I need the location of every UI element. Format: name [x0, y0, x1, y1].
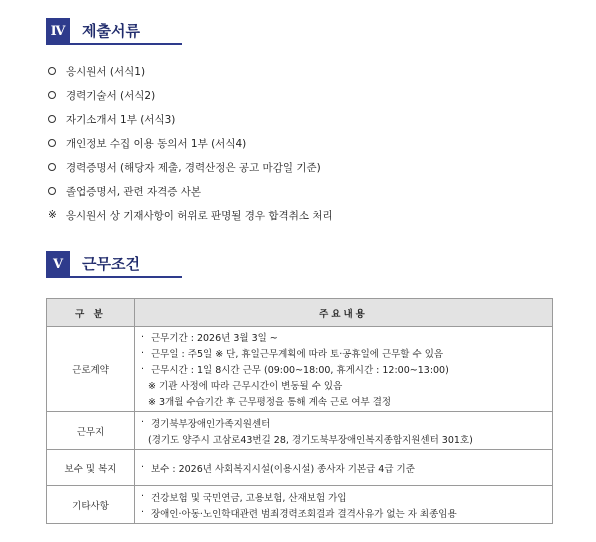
list-item: 졸업증명서, 관련 자격증 사본 [48, 179, 333, 203]
row-label: 보수 및 복지 [47, 450, 135, 486]
table-row [47, 450, 553, 486]
row-label: 근로계약 [47, 327, 135, 412]
section-4-number: Ⅳ [46, 18, 70, 45]
circle-bullet-icon [48, 187, 56, 195]
list-item: 개인정보 수집 이용 동의서 1부 (서식4) [48, 131, 333, 155]
circle-bullet-icon [48, 115, 56, 123]
row-content: · 건강보험 및 국민연금, 고용보험, 산재보험 가입 · 장애인·아동·노인학대관련 범죄경력조회결과 결격사유가 없는 자 최종임용 [135, 486, 553, 524]
section-4-heading [46, 18, 182, 45]
section-5-title: 근무조건 [70, 251, 182, 278]
submission-note: ※ 응시원서 상 기재사항이 허위로 판명될 경우 합격취소 처리 [48, 209, 333, 222]
circle-bullet-icon [48, 91, 56, 99]
section-5-heading [46, 251, 182, 278]
table-row [47, 327, 553, 412]
work-conditions-table [46, 298, 553, 524]
circle-bullet-icon [48, 67, 56, 75]
circle-bullet-icon [48, 163, 56, 171]
row-label: 기타사항 [47, 486, 135, 524]
row-content: · 경기북부장애인가족지원센터 (경기도 양주시 고삼로43번길 28, 경기도북부장애인복지종합지원센터 301호) [135, 412, 553, 450]
row-content: · 보수 : 2026년 사회복지시설(이용시설) 종사자 기본급 4급 기준 [135, 450, 553, 486]
row-content: · 근무기간 : 2026년 3월 3일 ~ · 근무일 : 주5일 ※ 단, 휴일근무계획에 따라 토·공휴일에 근무할 수 있음 · 근무시간 : 1일 8시간 근무 (09:00~18:00, 휴게시간 : 12:00~13:00) ※ 기관 사정에 따라 근무시간이 변동될 수 있음 ※ 3개월 수습기간 후 근무평정을 통해 계속 근로 여부 결정 [135, 327, 553, 412]
circle-bullet-icon [48, 139, 56, 147]
section-5-number: Ⅴ [46, 251, 70, 278]
table-header-row [47, 299, 553, 327]
list-item: 경력증명서 (해당자 제출, 경력산정은 공고 마감일 기준) [48, 155, 333, 179]
list-item: 경력기술서 (서식2) [48, 83, 333, 107]
row-label: 근무지 [47, 412, 135, 450]
section-4-title: 제출서류 [70, 18, 182, 45]
note-mark: ※ [48, 209, 57, 221]
table-row [47, 486, 553, 524]
header-content: 주요내용 [135, 299, 553, 327]
list-item: 응시원서 (서식1) [48, 59, 333, 83]
list-item: 자기소개서 1부 (서식3) [48, 107, 333, 131]
header-category: 구 분 [47, 299, 135, 327]
document-list [48, 59, 333, 227]
table-row [47, 412, 553, 450]
